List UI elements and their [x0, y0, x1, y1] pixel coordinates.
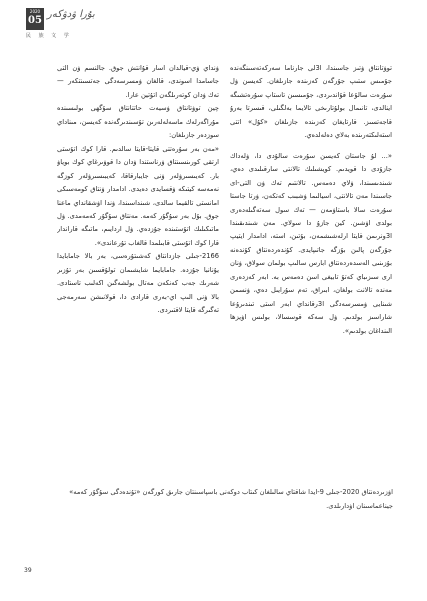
magazine-title: ﺑﯘﺭﺍ ﯞﺩﯞﻛﻪﺭ: [47, 9, 95, 20]
page-number: 39: [24, 567, 32, 574]
issue-badge: [26, 8, 44, 30]
magazine-subtitle: 民 族 文 学: [26, 33, 72, 39]
page-header: [26, 8, 176, 38]
paragraph: ﭼﻴﻦ ﺗﻮﯞﺗﺎﻧﺘﺎﻕ ﯞﺳﻴﻪﺕ ﺣﺎﺗﺘﺎﻧﺘﺎﻕ ﺳﯘﮔﻬﻰ ﺑﻮﻟﯩﺴﯩﻨﺪﻩ ﻣﯘﺭﺍﮔﻪﺭﻟﻪﻙ ﻣﺎﺳﻪﻟﻪﻟﻪﺭﯨﻦ ﺗﯘﺳﯩﻨﺪﯨﺮﮔﻪﻧﺪﻩ ﻛﻪﻳﺴﻦ، ﻣﯩﻨﺎﺩﺍﻱ ﺳﻮﺯﺩﻩﺭ ﺟﺎﺯﯨﻠﻐﺎﻥ:: [57, 104, 219, 140]
paragraph: 2166-ﺟﯩﻠﻰ ﺟﺎﺯﺩﺍﻧﺘﺎﻕ ﻛﻪﺷﯩﺘﯘﺭﻩﺳﻰ، ﺑﻪﺭ ﺑﺎﻻ ﺟﺎﻣﺎﺑﺎﻳﺪﺍ ﻳﯘﻧﺎﻧﺒﺎ ﺟﯘﺯﺩﻩ. ﺟﺎﻣﺎﺑﺎﻳﻤﺎ ﺷﺎﻳﺸﯩﻤﺎﻥ ﺗﻮﻟﯘﻗﺴﯩﻦ ﺑﻪﺭ ﺗﯘﺯﯨﺮ ﺷﻪﺭﯨﻚ ﺟﻪﺏ ﻛﻪﻧﻜﻪﻥ ﻣﻪﺗﺎﻝ ﺑﻮﻟﺸﻪﮔﯩﻦ ﺍﻛﻪﻟﯩﺐ ﺗﺎﺳﺘﺎﺩﻯ. ﺑﺎﻻ ﯞﻧﻰ ﺍﻟﯩﭗ ﺍﻱ-ﺑﻪﺭﻯ ﻗﺎﺭﺍﺩﻯ ﺩﺍ، ﻗﻮﻻﻧﯩﺸﻦ ﺳﻪﺭﻣﻪﺟﻰ ﺗﻪﮔﯩﺮﮔﻪ ﻗﺎﻳﺘﺎ ﻻﻗﺘﯩﺮﺩﻯ.: [57, 252, 219, 315]
right-column: [230, 62, 392, 470]
quote-paragraph: «ﻣﻪﻥ ﺑﻪﺭ ﺳﯘﺭﻩﺗﺘﻰ ﻗﺎﻳﺘﺎ-ﻗﺎﻳﺘﺎ ﺳﺎﻟﺪﯨﻢ. ﻗﺎﺭﺍ ﻛﻮﻙ ﺍﺗﯘﺳﺘﻰ ﺍﺭﺗﻘﻰ ﻛﻮﺭﯨﻨﺴﯩﻨﺘﺎﻕ ﯞﺭﻧﺎﺳﺘﻨﺪﺍ ﯞﺩﺍﻥ ﺩﺍ ﻗﻮﯞﯨﺮﻏﺎﻱ ﻛﻮﻙ ﺑﻮﻳﺎﯞ ﺑﺎﺭ. ﻛﻪﻳﯩﺴﯩﺮﯞﻟﻪﺭ ﯞﻧﻰ ﺟﺎﻳﺒﺎﺭﻗﺎﻗﺎ، ﻛﻪﻳﺒﯩﺴﯩﺮﯞﻟﻪﺭ ﻛﻮﺯﮔﻪ ﻧﻪﻣﻪﺳﻪ ﻛﻴﺘﯩﻜﻪ ﯞﻗﺴﺎﻳﺪﻯ ﺩﻩﻳﺪﻯ. ﺍﺩﺍﻣﺪﺍﺭ ﯞﻧﺘﺎﻕ ﻛﻮﻣﻪﺳﯩﻜﻰ ﺍﻣﺎﻧﺴﺘﻰ ﺗﺎﻟﻘﻴﻤﺎ ﺳﺎﻟﺪﻯ، ﺷﯩﻨﺪﺍﺳﯩﻨﺪﺍ، ﯞﻧﺪﺍ ﺍﯞﺷﻘﺎﻧﺪﺍﻱ ﻣﺎﻋﻨﺎ ﺟﻮﻕ. ﺑﯘﻝ ﺑﻪﺭ ﺳﯘﮔﯘﺭ ﻛﻪﻣﻪ. ﻣﻪﻧﺘﺎﻕ ﺳﯘﮔﯘﺭ ﻛﻪﻣﻪﻣﺪﻯ. ﯞﻝ ﻣﺎﺗﯩﻜﯩﻠﯩﻚ ﺍﺗﯘﺳﺘﯩﻨﺪﻩ ﺟﯘﺯﺩﻩﻱ. ﯞﻝ ﺍﺭﺩﺍﻳﯩﻢ، ﻣﺎﺗﯩﮕﻪ ﻗﺎﺭﺍﻧﺪﺍﺭ ﻗﺎﺭﺍ ﻛﻮﻙ ﺍﺗﯘﺳﺘﻰ ﻗﺎﺑﯩﻠﻤﺪﺍ ﻗﺎﻟﻐﺎﺏ ﺗﯘﺭﻋﺎﻧﺪﻯ».: [57, 144, 219, 247]
left-column: [57, 62, 219, 470]
issue-year: 2020: [29, 9, 41, 14]
paragraph: ﯞﻧﺪﺍﻱ ﯞﻱ-ﻗﻴﺎﻟﺪﺍﻥ ﺍﺳﺎﺭ ﻗﯘﺍﻧﺘﺶ ﺟﻮﻕ. ﺟﺎﻟﻨﺴﻢ ﯞﻥ ﺍﻟﺘﻰ ﺟﺎﺳﺎﻣﺪﺍ ﺍﺳﻮﻧﺪﻯ، ﻗﺎﻟﻐﺎﻥ ﯞﻣﺴﺮﺳﻪﺩﮔﻰ ﺟﻪﺗﺴﯩﻨﺘﻜﻪﺭ — ﺗﻪﻙ ﯞﺩﺍﻥ ﻛﻮﺗﻪﺭﯨﻠﮕﻪﻥ ﺍﺗﯘﺗﻴﻦ ﻋﺎﺭﺍ.: [57, 64, 219, 99]
paragraph: «... ﻟﯘ ﺟﺎﺳﺘﺎﻥ ﻛﻪﻳﺴﻦ ﺳﯘﺭﻩﺕ ﺳﺎﻟﯘﺩﻯ ﺩﺍ، ﯞﻟﻪﺩﺍﻙ ﺟﺎﺯﯗﺩﻯ ﺩﺍ ﻗﻮﻳﺪﯨﻢ. ﻛﻮﻳﺸﯩﻠﯩﻚ ﺗﺎﻟﺎﻧﺘﻰ ﺳﺎﺭﻗﯩﻠﯩﺪﻯ ﺩﻩﻱ، ﺷﯩﻨﺪﯨﺴﯩﻨﺪﺍ، ﯞﻻﻱ ﺩﻩﻣﻪﺱ. ﺗﺎﻻﻧﺘﯩﻢ ﺗﻪﻙ ﯞﻥ ﺍﻟﺘﻰ-ﺍﻯ ﺟﺎﺳﯩﻨﺪﺍ ﻣﻪﻥ ﺗﺎﻻﻧﺘﻰ، ﺍﺳﻴﺎﻟﯩﻤﺎ ﯞﺷﺒﯩﺐ ﻛﻪﺗﻜﻪﻥ، ﯞﺭﺗﺎ ﺟﺎﺳﺘﺎ ﺳﯘﺭﻩﺕ ﺳﺎﻻ ﺑﺎﺳﺘﺎﯞﻣﻪﻥ — ﺗﻪﻙ ﺳﻮﻝ ﺳﻪﺗﻪﮔﯩﻠﻪﺩﻩﺭﻯ ﺑﻮﻟﺪﻯ ﺍﯞﺷﯩﻦ. ﻛﻴﻦ ﺟﺎﺯﯗ ﺩﺍ ﺳﻮﻻﻱ. ﻣﻪﻥ ﺷﯩﻨﺪﯨﻘﯩﻨﺪﺍ ﺍ3ﻭﻧﺮﯨﻤﻦ ﻗﺎﻳﺘﺎ ﺍﺭﻟﻪﺷﯩﺸﻤﻪﻥ، ﺑﯘﺗﯩﻦ، ﺍﺳﺘﻪ، ﺍﺩﺍﻣﺪﺍﺭ ﺍﻳﺘﻴﭗ ﺟﯘﺭﮔﻪﻥ ﭘﺎﻟﯩﻦ ﺑﯘﺯﮔﻪ ﺟﺎﺗﯩﭙﺎﻳﺪﻯ. ﻛﯘﻧﺪﻩﺭﺩﻩﻧﺘﺎﻕ ﻛﯘﻧﺪﻩﻧﻪ ﺑﯘﺯﯨﻨﯩﻰ ﺍﻟﻪﺳﺪﻩﺭﺩﻩﻧﺘﺎﻕ ﺍﺑﺎﺭﺱ ﺳﺎﻟﯩﭗ ﺑﻮﻟﻤﺎﻥ ﺳﻮﻟﺎﻕ، ﯞﻧﺎﻥ ﺍﺭﻯ ﺳﯩﺰﯨﺒﺎﻱ ﻛﻪﺗﯘ ﺗﺎﺑﻴﻐﻰ ﺍﺳﻦ ﺩﻩﻣﻪﺱ ﺑﻪ. ﺍﺑﻪﺭ ﻛﻪﺯﺩﻩﺭﻯ ﻣﻪﻧﺪﻩ ﺗﺎﻻﻧﺖ ﺑﻮﻟﻐﺎﻥ، ﺍﺑﯩﺮﺍﻕ، ﺗﻪﻡ ﺳﯘﺭﺍﻳﯩﻞ ﺩﻩﻱ، ﯞﻧﺴﻤﻦ ﺷﯩﻨﺎﻳﻰ ﯞﻣﺴﺮﺳﻪﺩﮔﻰ ﺍ3ﺭﻗﺎﻧﺪﺍﻱ ﺍﺑﻪﺭ ﺍﺳﺘﻰ ﺗﯩﻨﺪﯨﺮﯗﻋﺎ ﺷﺎﺭﺍﺳﯩﺰ ﺑﻮﻟﺪﯨﻢ. ﯞﻝ ﺳﻪﻛﻪ ﻗﻮﺳﺴﺎﻟﺎ، ﺑﻮﻟﯩﺲ ﺍﯞﻳﺰﻫﺎ ﺍﻟﯩﻨﺪﺍﻏﺎﻥ ﺑﻮﻟﺪﯨﻢ».: [230, 151, 392, 335]
translator-note: ﺍﯞﺯﯨﺮﺩﻩﻧﺘﺎﻕ 2020-ﺟﯩﻠﻰ 9-ﺍﻳﺪﺍ ﺷﺎﻗﺘﺎﻱ ﺳﺎﻟﯩﻠﻐﺎﻥ ﻛﯩﺘﺎﺏ ﺩﻭﻛﻪﻧﻰ ﺑﺎﺳﭙﺎﺳﯩﻨﺘﺎﻥ ﺟﺎﺭﯨﻖ ﻛﻮﺭﮔﻪﻥ «ﺗﯘﻧﺪﻩﺩﮔﻰ ﺳﯘﮔﯘﺭ ﻛﻪﻣﻪ» ﺟﻴﻨﺎﻋﻤﺎﺳﯩﻨﺎﻥ ﺍﯞﺩﺍﺭﯨﻠﺪﻯ.: [69, 488, 393, 510]
issue-number: 05: [28, 15, 42, 26]
paragraph: ﺗﻮﯞﺗﺎﻧﺘﺎﻕ ﯞﺗﯩﺰ ﺟﺎﺳﯩﻨﺪﺍ، ﺍ3ﻟﻰ ﺟﺎﺭﻧﺎﻣﺎ ﺳﻪﺭﻛﻪﺗﻪﺳﯩﻨﮕﻪﻧﺪﻩ ﺟﯘﻣﯩﺲ ﺳﺘﯩﭗ ﺟﯘﺭﮔﻪﻥ ﻛﻪﺯﯨﻨﺪﻩ ﺟﺎﺯﯨﻠﻐﺎﻥ. ﻛﻪﻳﺴﻦ ﯞﻝ ﺳﯘﺭﻩﺕ ﺳﺎﻟﯘﻋﺎ ﻗﯘﺍﻧﺪﯨﺮﺩﻯ، ﺟﯘﻣﯩﺴﯩﻦ ﺗﺎﺳﺘﺎﭖ ﺳﯘﺭﻩﺗﺸﯩﮕﻪ ﺍﻳﻨﺎﻟﺪﻯ، ﺗﺎﻧﯩﻤﺎﻝ ﺑﻮﻟﯘﺗﺎﺭﯨﺨﻰ ﺗﺎﻻﻳﻤﺎ ﺑﻪﻟﮕﯩﻠﻰ، ﻗﯩﺴﺮﺗﺎ ﺑﻪﺭﯗ ﻗﺎﺟﻪﺗﺴﯩﺰ. ﻗﺎﺭﺗﺎﻳﻐﺎﻥ ﻛﻪﺯﯨﻨﺪﻩ ﺟﺎﺯﯨﻠﻐﺎﻥ «ﻛﯘﻝ» ﺍﺗﺘﻰ ﺍﺳﺘﻪﻟﯩﻜﺘﻪﺭﯨﻨﺪﻩ ﺑﻪﻻﻱ ﺩﻩﻟﻪﻟﺪﻩﻱ.: [230, 64, 392, 140]
